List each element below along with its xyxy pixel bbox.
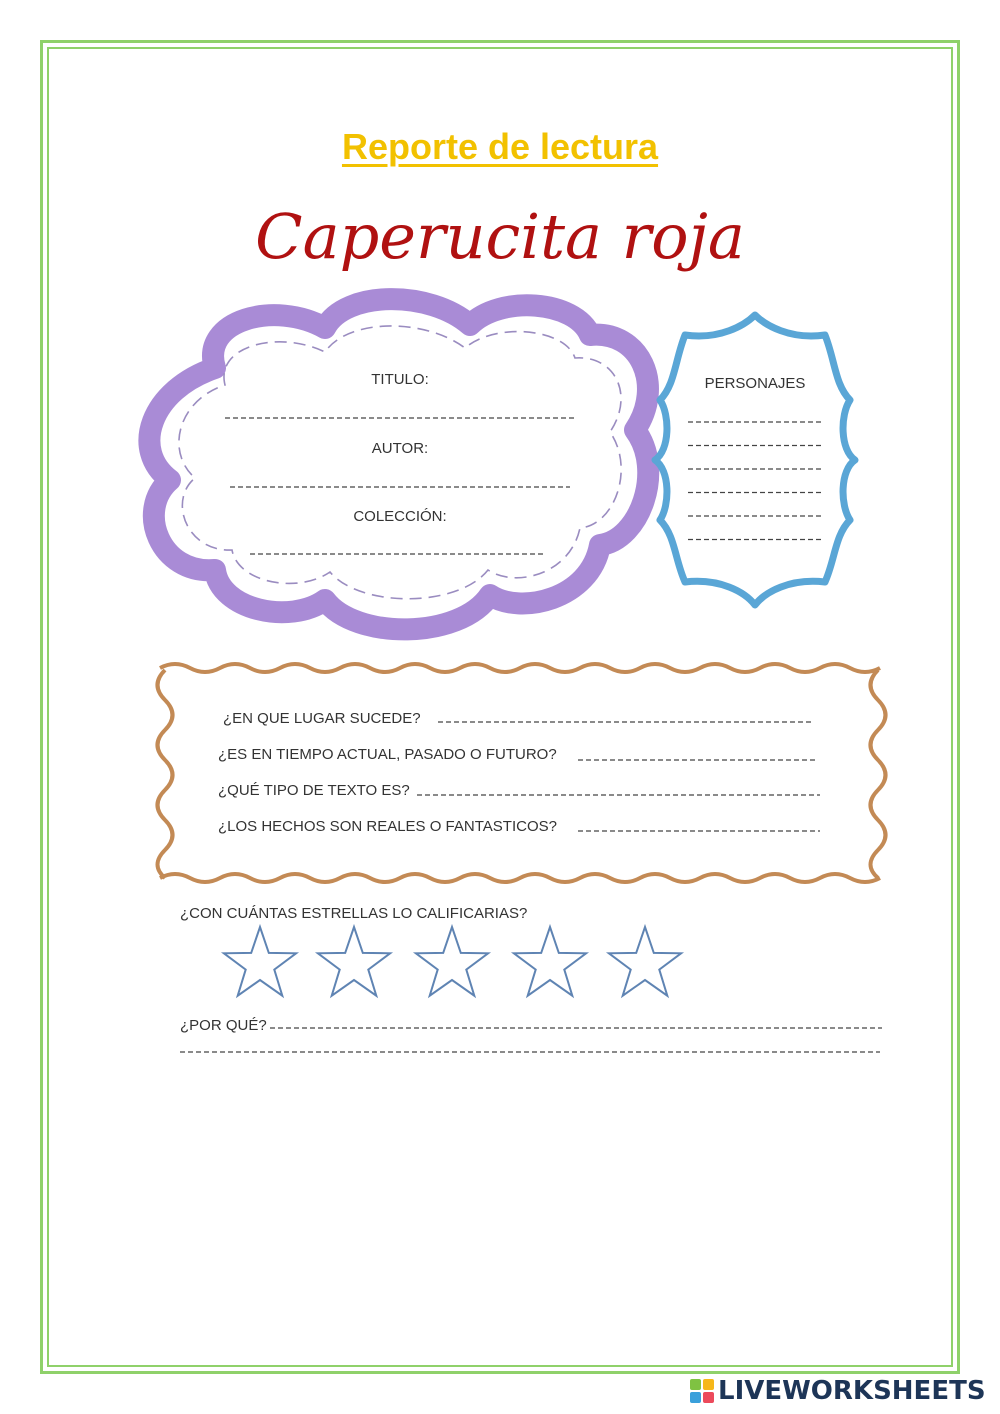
rating-star-5[interactable] [609,927,681,996]
question-time: ¿ES EN TIEMPO ACTUAL, PASADO O FUTURO? [218,746,557,763]
rating-stars [224,927,681,996]
questions-box [218,710,820,835]
report-title: Reporte de lectura [341,126,659,167]
rating-star-2[interactable] [318,927,390,996]
cloud-frame [149,299,648,629]
rope-frame [158,664,886,882]
question-text-type: ¿QUÉ TIPO DE TEXTO ES? [218,782,410,799]
field-label-autor: AUTOR: [371,440,429,457]
story-title: Caperucita roja [255,200,745,273]
brand-name: LIVEWORKSHEETS [718,1376,986,1406]
question-real-fantastic: ¿LOS HECHOS SON REALES O FANTASTICOS? [218,818,557,835]
field-label-titulo: TITULO: [371,371,429,388]
rating-question: ¿CON CUÁNTAS ESTRELLAS LO CALIFICARIAS? [180,905,528,922]
characters-frame [655,315,855,605]
liveworksheets-brand [690,1376,986,1406]
liveworksheets-logo-icon [690,1379,714,1403]
field-label-coleccion: COLECCIÓN: [353,508,447,525]
question-place: ¿EN QUE LUGAR SUCEDE? [223,710,421,727]
rating-star-1[interactable] [224,927,296,996]
rating-star-3[interactable] [416,927,488,996]
why-label: ¿POR QUÉ? [180,1017,267,1034]
rating-section [180,905,882,1052]
rating-star-4[interactable] [514,927,586,996]
characters-label: PERSONAJES [704,375,806,392]
